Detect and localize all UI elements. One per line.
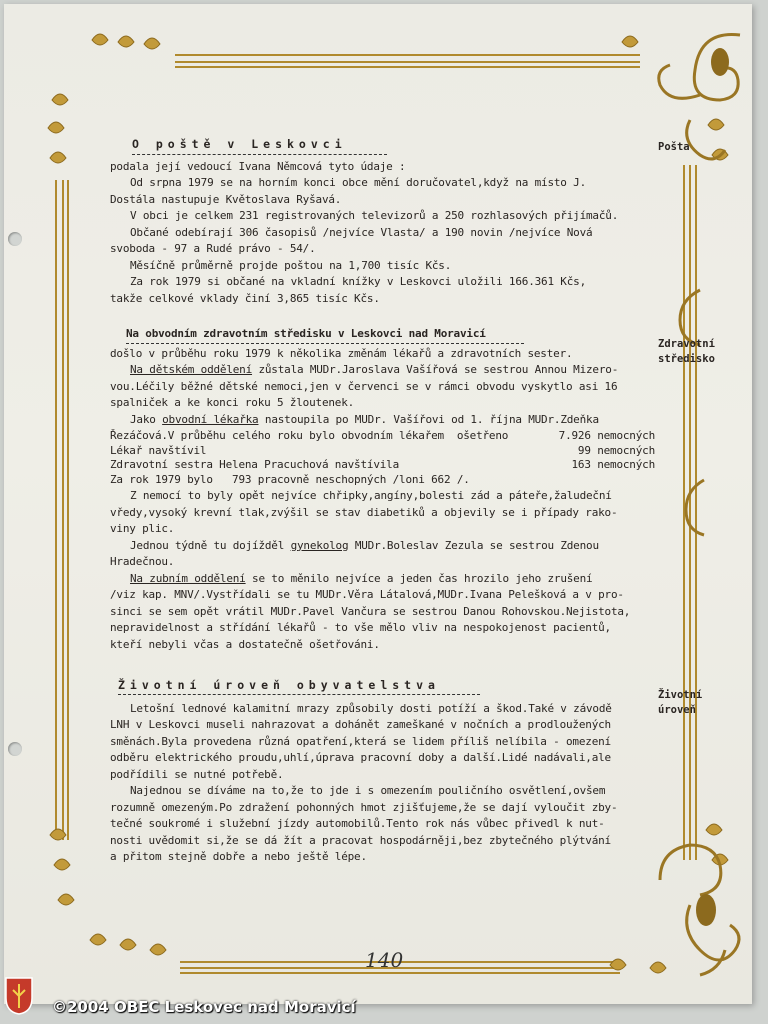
underlined-phrase: obvodní lékařka: [162, 412, 259, 426]
text-line: [110, 412, 655, 429]
margin-note-zdravotni: [658, 337, 715, 367]
section-heading: O poště v Leskovci: [132, 137, 347, 151]
text-span: Jednou týdně tu dojížděl: [130, 538, 291, 552]
text-line: rozumně omezeným.Po zdražení pohonných hmot zjišťujeme,že se dají vyloučit zby-: [110, 800, 618, 814]
count-value: 7.926 nemocných: [558, 429, 655, 442]
text-line: Za rok 1979 bylo 793 pracovně neschopných /loni 662 /.: [110, 472, 470, 486]
text-line: vou.Léčily běžné dětské nemoci,jen v červenci se v rámci obvodu vyskytlo asi 16: [110, 379, 618, 393]
section-zivotni-uroven: [110, 677, 655, 866]
text-line: podala její vedoucí Ivana Němcová tyto údaje :: [110, 159, 406, 173]
text-line: Hradečnou.: [110, 555, 175, 568]
text-line: Letošní lednové kalamitní mrazy způsobily dosti potíží a škod.Také v závodě: [130, 701, 612, 715]
section-posta: [110, 136, 655, 307]
heading-underline: [126, 343, 524, 344]
count-value: 163 nemocných: [571, 457, 655, 471]
text-line: svoboda - 97 a Rudé právo - 54/.: [110, 242, 316, 255]
text-line: /viz kap. MNV/.Vystřídali se tu MUDr.Věra Látalová,MUDr.Ivana Pelešková a v pro-: [110, 588, 624, 601]
text-line: Měsíčně průměrně projde poštou na 1,700 tisíc Kčs.: [130, 258, 452, 272]
text-line: Občané odebírají 306 časopisů /nejvíce Vlasta/ a 190 novin /nejvíce Nová: [130, 225, 593, 239]
text-span: Lékař navštívil: [110, 443, 207, 457]
section-heading: Na obvodním zdravotním středisku v Leskovci nad Moravicí: [126, 327, 486, 340]
margin-note-line: středisko: [658, 353, 715, 365]
section-zdravotni: [110, 326, 655, 653]
text-line: Dostála nastupuje Květoslava Ryšavá.: [110, 192, 342, 206]
text-span: Zdravotní sestra Helena Pracuchová navštívila: [110, 457, 400, 471]
margin-note-line: úroveň: [658, 704, 696, 716]
heading-underline: [118, 694, 480, 695]
text-line: Za rok 1979 si občané na vkladní knížky v Leskovci uložili 166.361 Kčs,: [130, 275, 587, 288]
text-line: [110, 445, 655, 457]
underlined-phrase: Na zubním oddělení: [130, 571, 246, 585]
punch-hole: [8, 232, 22, 246]
heading-underline: [132, 154, 387, 155]
text-span: Řezáčová.V průběhu celého roku bylo obvodním lékařem ošetřeno: [110, 429, 509, 442]
text-line: nosti uvědomit si,že se dá žít a pracovat hospodárněji,bez zbytečného plýtvání: [110, 833, 611, 847]
section-heading: Životní úroveň obyvatelstva: [118, 678, 440, 692]
text-line: odběru elektrického proudu,uhlí,úprava pracovní doby a další.Lidé nadávali,ale: [110, 751, 611, 764]
text-line: tečné soukromé i služební jízdy automobilů.Tento rok nás vůbec přivedl k nut-: [110, 817, 605, 830]
underlined-phrase: Na dětském oddělení: [130, 363, 253, 376]
text-line: [110, 457, 655, 472]
margin-note-zivotni: [658, 688, 702, 718]
village-coat-of-arms-icon: [4, 976, 34, 1016]
text-line: sinci se sem opět vrátil MUDr.Pavel Vančura se sestrou Danou Rohovskou.Nejistota,: [110, 604, 631, 618]
page-number: 140: [365, 948, 404, 972]
text-span: nastoupila po MUDr. Vašířovi od 1. října MUDr.Zdeňka: [258, 412, 599, 426]
text-span: se to měnilo nejvíce a jeden čas hrozilo jeho zrušení: [245, 571, 593, 585]
text-line: Najednou se díváme na to,že to jde i s omezením pouličního osvětlení,ovšem: [130, 784, 606, 797]
text-line: směnách.Byla provedena různá opatření,která se lidem příliš nelíbila - omezení: [110, 734, 611, 748]
text-line: LNH v Leskovci museli nahrazovat a dohánět zameškané v nočních a prodloužených: [110, 718, 611, 731]
text-line: [110, 571, 655, 588]
text-line: takže celkové vklady činí 3,865 tisíc Kčs.: [110, 291, 380, 305]
text-line: [110, 538, 655, 555]
text-line: a přitom stejně dobře a nebo ještě lépe.: [110, 850, 367, 863]
underlined-phrase: gynekolog: [290, 538, 349, 552]
text-span: zůstala MUDr.Jaroslava Vašířová se sestrou Annou Mizero-: [252, 363, 619, 376]
text-span: Jako: [130, 412, 163, 426]
count-value: 99 nemocných: [577, 443, 655, 457]
copyright-caption: ©2004 OBEC Leskovec nad Moravicí: [52, 998, 356, 1016]
text-line: V obci je celkem 231 registrovaných televizorů a 250 rozhlasových přijímačů.: [130, 209, 619, 222]
margin-note-posta: Pošta: [658, 141, 690, 153]
text-line: nepravidelnost a střídání lékařů - to vše mělo vliv na nespokojenost pacientů,: [110, 621, 611, 634]
margin-note-line: Životní: [658, 689, 703, 701]
punch-hole: [8, 742, 22, 756]
text-line: viny plic.: [110, 522, 175, 535]
text-line: [110, 428, 655, 445]
text-line: [110, 362, 655, 379]
text-line: došlo v průběhu roku 1979 k několika změnám lékařů a zdravotních sester.: [110, 346, 573, 360]
margin-note-line: Zdravotní: [658, 338, 715, 350]
text-span: MUDr.Boleslav Zezula se sestrou Zdenou: [348, 538, 599, 552]
text-line: Z nemocí to byly opět nejvíce chřipky,angíny,bolesti zád a páteře,žaludeční: [130, 489, 612, 502]
text-line: spalniček a ke konci roku 5 žloutenek.: [110, 396, 355, 409]
text-line: kteří nebyli včas a dostatečně ošetřováni.: [110, 637, 380, 651]
text-line: vředy,vysoký krevní tlak,zvýšil se stav diabetiků a objevily se i případy rako-: [110, 505, 618, 519]
text-line: podřídili se nutné potřebě.: [110, 767, 284, 781]
text-line: Od srpna 1979 se na horním konci obce mění doručovatel,když na místo J.: [130, 176, 587, 189]
